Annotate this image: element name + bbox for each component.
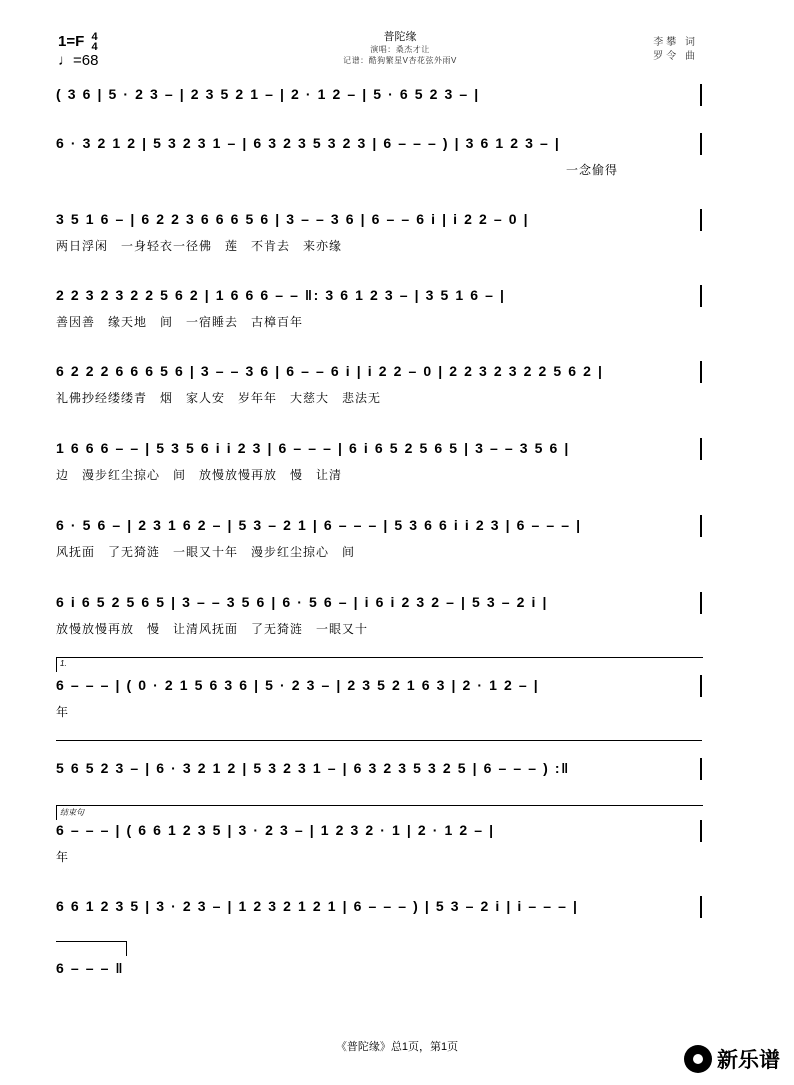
composer-credit: 罗令 曲: [653, 51, 698, 62]
lyric-line: 善因善 缘天地 间 一宿睡去 古樟百年: [56, 315, 304, 329]
score-system-12: [56, 896, 702, 940]
notation-line: [56, 820, 702, 842]
record-disc-icon: [684, 1045, 712, 1073]
notation-line: [56, 84, 702, 106]
title-block: [250, 31, 550, 66]
time-signature-top: 4: [91, 31, 98, 43]
barline: [700, 438, 702, 460]
lyric-line: [56, 924, 702, 940]
notation-text: 6 6 1 2 3 5 | 3 · 2 3 – | 1 2 3 2 1 2 1 | 6 – – – ) | 5 3 – 2 i | i – – – |: [56, 898, 579, 914]
final-ending-line: [56, 941, 127, 956]
lyric-line: 年: [56, 705, 70, 719]
notation-text: 6 · 3 2 1 2 | 5 3 2 3 1 – | 6 3 2 3 5 3 2 3 | 6 – – – ) | 3 6 1 2 3 – |: [56, 135, 561, 151]
barline: [700, 515, 702, 537]
score-system-9: [56, 675, 702, 719]
score-system-6: [56, 438, 702, 482]
coda-ending-bracket: [56, 805, 703, 820]
barline: [700, 896, 702, 918]
barline: [700, 133, 702, 155]
notation-line: [56, 958, 136, 980]
logo-text: 新乐谱: [717, 1049, 780, 1072]
barline: [700, 84, 702, 106]
score-system-4: [56, 285, 702, 329]
coda-ending-label: 结束句: [60, 808, 84, 817]
notation-line: [56, 896, 702, 918]
lyric-line: 放慢放慢再放 慢 让清风抚面 了无猗涟 一眼又十: [56, 622, 369, 636]
song-title: 普陀缘: [383, 31, 417, 43]
notation-text: 6 · 5 6 – | 2 3 1 6 2 – | 5 3 – 2 1 | 6 – – – | 5 3 6 6 i i 2 3 | 6 – – – |: [56, 517, 582, 533]
lyric-line: [56, 786, 702, 802]
notation-line: [56, 758, 702, 780]
singer-credit: 演唱：桑杰才让: [370, 45, 430, 54]
score-system-5: [56, 361, 702, 405]
key-signature: 1=F: [58, 32, 85, 50]
barline: [700, 592, 702, 614]
notation-line: [56, 133, 702, 155]
barline: [700, 820, 702, 842]
notation-line: [56, 592, 702, 614]
score-system-3: [56, 209, 702, 253]
notation-line: [56, 515, 702, 537]
score-system-1: [56, 84, 702, 128]
notation-line: [56, 209, 702, 231]
notation-text: 6 i 6 5 2 5 6 5 | 3 – – 3 5 6 | 6 · 5 6 – | i 6 i 2 3 2 – | 5 3 – 2 i |: [56, 594, 548, 610]
site-logo: [684, 1044, 780, 1074]
time-signature-bottom: 4: [91, 41, 98, 53]
time-signature: [91, 32, 97, 52]
notation-text: 5 6 5 2 3 – | 6 · 3 2 1 2 | 5 3 2 3 1 – | 6 3 2 3 5 3 2 5 | 6 – – – ) :‖: [56, 760, 570, 776]
barline: [700, 675, 702, 697]
barline: [700, 285, 702, 307]
first-ending-continuation-line: [56, 740, 702, 741]
notation-text: 6 2 2 2 6 6 6 5 6 | 3 – – 3 6 | 6 – – 6 i | i 2 2 – 0 | 2 2 3 2 3 2 2 5 6 2 |: [56, 363, 604, 379]
notation-text: 3 5 1 6 – | 6 2 2 3 6 6 6 5 6 | 3 – – 3 6 | 6 – – 6 i | i 2 2 – 0 |: [56, 211, 530, 227]
lyric-line: 两日浮闲 一身轻衣一径佛 莲 不肯去 来亦缘: [56, 239, 343, 253]
score-system-7: [56, 515, 702, 559]
notation-text: 6 – – – ‖: [56, 960, 125, 976]
score-system-11: [56, 820, 702, 864]
key-signature-block: [58, 32, 98, 69]
notation-credit: 记谱：酷狗繁星V杏花弦外雨V: [343, 56, 457, 65]
notation-text: ( 3 6 | 5 · 2 3 – | 2 3 5 2 1 – | 2 · 1 2 – | 5 · 6 5 2 3 – |: [56, 86, 480, 102]
author-credits: [653, 36, 698, 64]
score-system-10: [56, 758, 702, 802]
notation-line: [56, 675, 702, 697]
barline: [700, 758, 702, 780]
notation-text: 6 – – – | ( 0 · 2 1 5 6 3 6 | 5 · 2 3 – | 2 3 5 2 1 6 3 | 2 · 1 2 – |: [56, 677, 540, 693]
first-ending-label: 1.: [60, 659, 67, 668]
lyricist-credit: 李攀 词: [653, 37, 698, 48]
notation-line: [56, 438, 702, 460]
tempo-marking: ♩=68: [58, 52, 99, 69]
notation-text: 1 6 6 6 – – | 5 3 5 6 i i 2 3 | 6 – – – | 6 i 6 5 2 5 6 5 | 3 – – 3 5 6 |: [56, 440, 570, 456]
page-footer: 《普陀缘》总1页，第1页: [335, 1041, 459, 1053]
lyric-line: 礼佛抄经缕缕青 烟 家人安 岁年年 大慈大 悲法无: [56, 391, 382, 405]
notation-line: [56, 361, 702, 383]
notation-text: 2 2 3 2 3 2 2 5 6 2 | 1 6 6 6 – – ‖: 3 6 1 2 3 – | 3 5 1 6 – |: [56, 287, 506, 303]
score-system-13: [56, 958, 136, 980]
score-system-2: [56, 133, 702, 177]
first-ending-bracket: [56, 657, 703, 672]
lyric-line: [56, 112, 702, 128]
lyric-line: 年: [56, 850, 70, 864]
notation-line: [56, 285, 702, 307]
notation-text: 6 – – – | ( 6 6 1 2 3 5 | 3 · 2 3 – | 1 2 3 2 · 1 | 2 · 1 2 – |: [56, 822, 495, 838]
lyric-line: 一念偷得: [566, 163, 619, 177]
barline: [700, 361, 702, 383]
barline: [700, 209, 702, 231]
lyric-line: 风抚面 了无猗涟 一眼又十年 漫步红尘掠心 间: [56, 545, 356, 559]
score-system-8: [56, 592, 702, 636]
lyric-line: 边 漫步红尘掠心 间 放慢放慢再放 慢 让清: [56, 468, 343, 482]
